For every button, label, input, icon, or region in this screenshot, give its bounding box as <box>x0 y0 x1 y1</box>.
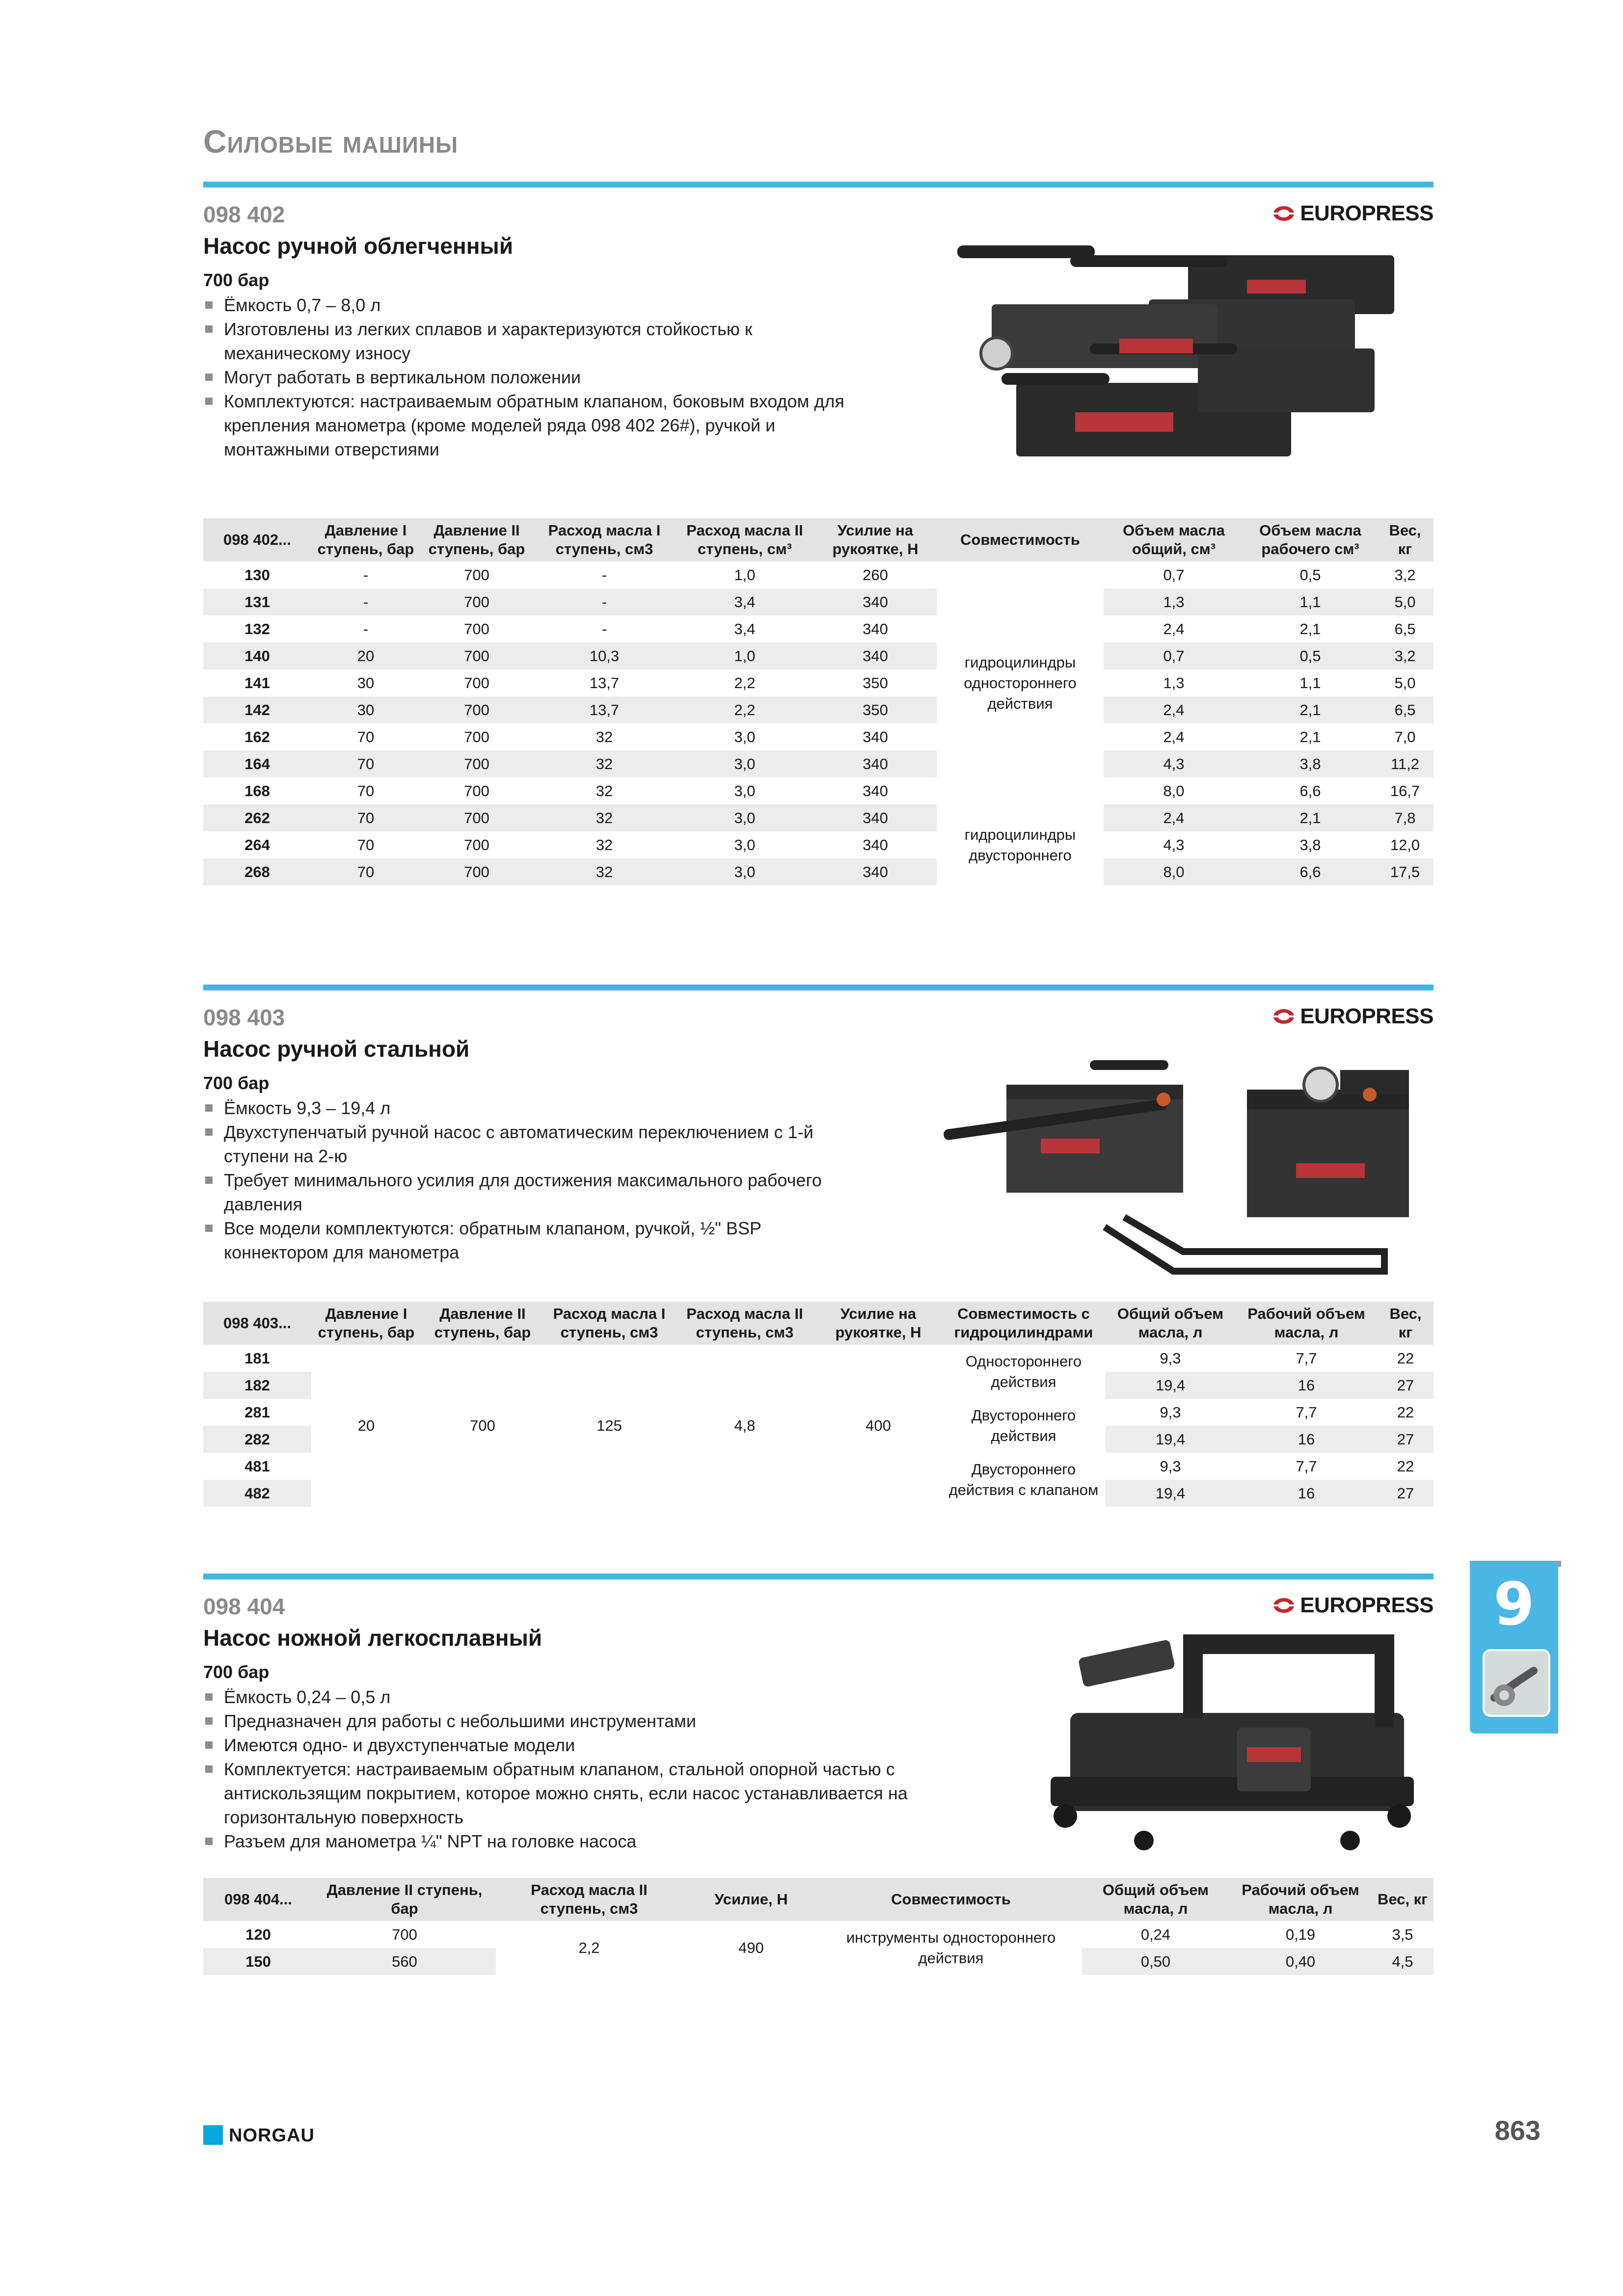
product-code: 098 404 <box>203 1594 285 1619</box>
cell-code: 120 <box>245 1925 271 1943</box>
cell: - <box>311 588 420 615</box>
cell: 70 <box>357 728 375 746</box>
cell: 12,0 <box>1390 836 1420 854</box>
cell: 9,3 <box>1160 1457 1181 1475</box>
cell: - <box>601 566 607 584</box>
table-row <box>203 750 1434 777</box>
cell: - <box>363 620 369 638</box>
cell: 32 <box>533 858 676 885</box>
cell: 700 <box>464 566 489 584</box>
cell: 7,7 <box>1296 1349 1317 1367</box>
section-number: 9 <box>1493 1571 1535 1639</box>
cell: 2,4 <box>1104 696 1244 723</box>
brand-logo <box>1272 201 1434 226</box>
brand-name: EUROPRESS <box>1300 201 1434 225</box>
table-row <box>203 1345 1434 1372</box>
cell-compat: Двустороннего действия <box>942 1399 1106 1453</box>
cell: - <box>601 620 607 638</box>
spec-table-098-404 <box>203 1878 1434 1975</box>
product-photo-hand-pump-steel <box>943 1041 1434 1286</box>
column-header: Усилие на рукоятке, Н <box>815 1302 942 1345</box>
column-header: Общий объем масла, л <box>1082 1878 1229 1921</box>
column-header: Рабочий объем масла, л <box>1229 1878 1372 1921</box>
cell: 2,2 <box>676 696 814 723</box>
feature-item: Двухступенчатый ручной насос с автоматическим переключением с 1-й ступени на 2-ю <box>203 1120 851 1168</box>
brand-logo <box>1272 1004 1434 1029</box>
cell: 0,50 <box>1082 1948 1229 1975</box>
cell: 22 <box>1397 1403 1414 1421</box>
cell: 0,19 <box>1285 1925 1316 1943</box>
cell: 340 <box>863 836 888 854</box>
cell: 6,5 <box>1394 620 1416 638</box>
cell: 1,0 <box>734 566 756 584</box>
cell: 32 <box>595 836 613 854</box>
product-title: Насос ножной легкосплавный <box>203 1625 542 1651</box>
cell: 70 <box>311 858 420 885</box>
cell-code: 141 <box>244 674 270 692</box>
cell: 560 <box>313 1948 496 1975</box>
cell-pressure-2: 700 <box>421 1345 544 1507</box>
column-header: Общий объем масла, л <box>1106 1302 1235 1345</box>
cell: 340 <box>863 782 888 800</box>
cell: 32 <box>533 750 676 777</box>
table-row <box>203 1921 1434 1948</box>
product-photo-hand-pump-light <box>943 226 1434 501</box>
cell: 30 <box>311 696 420 723</box>
cell-code: 181 <box>244 1349 270 1367</box>
cell-code: 262 <box>203 804 311 831</box>
cell: 70 <box>311 804 420 831</box>
cell: 3,0 <box>676 750 814 777</box>
cell-code: 130 <box>244 566 270 584</box>
column-header: Усилие на рукоятке, Н <box>814 518 937 561</box>
cell: 700 <box>420 642 533 669</box>
feature-item: Требует минимального усилия для достижения максимального рабочего давления <box>203 1168 851 1216</box>
cell: 70 <box>357 836 375 854</box>
feature-list <box>203 1685 969 1853</box>
cell-code: 140 <box>203 642 311 669</box>
cell: 350 <box>814 696 937 723</box>
product-code: 098 402 <box>203 202 285 227</box>
brand-name: EUROPRESS <box>1300 1004 1434 1028</box>
brand-logo <box>1272 1593 1434 1618</box>
cell: 3,0 <box>676 804 814 831</box>
cell: 2,1 <box>1299 620 1321 638</box>
cell: 16 <box>1235 1372 1378 1399</box>
column-header: Давление II ступень, бар <box>421 1302 544 1345</box>
table-row <box>203 723 1434 750</box>
cell: 2,1 <box>1299 728 1321 746</box>
cell: 16 <box>1235 1426 1378 1453</box>
column-header: Расход масла I ступень, см3 <box>533 518 676 561</box>
cell: - <box>533 588 676 615</box>
cell: 2,4 <box>1104 804 1244 831</box>
cell: 0,7 <box>1104 642 1244 669</box>
table-row <box>203 804 1434 831</box>
cell: 700 <box>420 588 533 615</box>
column-header: Расход масла II ступень, см3 <box>675 1302 815 1345</box>
feature-item: Комплектуется: настраиваемым обратным клапаном, стальной опорной частью с антискользящим покрытием, которое можно снять, если насос устанавливается на горизонтальную поверхность <box>203 1757 969 1829</box>
cell: 9,3 <box>1160 1403 1181 1421</box>
column-header: Давление II ступень, бар <box>313 1878 496 1921</box>
cell: 3,4 <box>676 588 814 615</box>
table-row <box>203 858 1434 885</box>
cell: 3,2 <box>1377 642 1434 669</box>
cell: 3,0 <box>734 836 756 854</box>
cell: 700 <box>464 836 489 854</box>
page-number: 863 <box>1494 2115 1541 2146</box>
cell: 260 <box>863 566 888 584</box>
table-row <box>203 777 1434 804</box>
cell: 7,0 <box>1394 728 1416 746</box>
feature-item: Ёмкость 9,3 – 19,4 л <box>203 1096 851 1120</box>
brand-name: EUROPRESS <box>1300 1593 1434 1617</box>
cell-code: 268 <box>203 858 311 885</box>
compat-single-cell: гидроцилиндры одностороннего действия <box>937 561 1104 804</box>
cell: 2,2 <box>734 674 756 692</box>
cell: 0,5 <box>1244 642 1377 669</box>
cell: 32 <box>595 782 613 800</box>
table-header-row <box>203 1878 1434 1921</box>
cell-compat: инструменты одностороннего действия <box>820 1921 1082 1975</box>
cell: 30 <box>357 674 375 692</box>
cell-flow-2: 4,8 <box>675 1345 815 1507</box>
cell: 700 <box>392 1925 417 1943</box>
column-header: Вес, кг <box>1377 518 1434 561</box>
cell: 340 <box>814 858 937 885</box>
cell: 0,40 <box>1229 1948 1372 1975</box>
cell: 700 <box>464 620 489 638</box>
cell: 4,3 <box>1163 836 1185 854</box>
cell: 700 <box>464 782 489 800</box>
cell: 340 <box>814 588 937 615</box>
cell: 22 <box>1397 1457 1414 1475</box>
cell: 700 <box>420 750 533 777</box>
cell: 350 <box>863 674 888 692</box>
cell-flow-1: 125 <box>544 1345 675 1507</box>
feature-list <box>203 1096 851 1264</box>
cell: 700 <box>464 674 489 692</box>
cell: 16,7 <box>1390 782 1420 800</box>
cell: 340 <box>814 642 937 669</box>
cell: 16 <box>1235 1480 1378 1507</box>
page-title: Силовые машины <box>203 123 459 160</box>
spec-table-098-403 <box>203 1302 1434 1507</box>
cell: 11,2 <box>1377 750 1434 777</box>
cell-code: 132 <box>244 620 270 638</box>
column-header: Совместимость <box>937 518 1104 561</box>
cell: 19,4 <box>1106 1480 1235 1507</box>
footer-logo-mark <box>203 2125 223 2145</box>
cell: 340 <box>863 620 888 638</box>
cell: 700 <box>420 696 533 723</box>
cell-code: 282 <box>203 1426 311 1453</box>
cell: 0,24 <box>1140 1925 1171 1943</box>
cell-force: 400 <box>815 1345 942 1507</box>
cell: 10,3 <box>533 642 676 669</box>
product-title: Насос ручной стальной <box>203 1036 470 1062</box>
cell: 1,1 <box>1299 674 1321 692</box>
cell: 5,0 <box>1377 588 1434 615</box>
cell: 340 <box>814 804 937 831</box>
feature-item: Все модели комплектуются: обратным клапаном, ручкой, ½" BSP коннектором для манометра <box>203 1216 851 1264</box>
table-header-row <box>203 518 1434 561</box>
cell-code: 281 <box>244 1403 270 1421</box>
cell: 7,7 <box>1296 1457 1317 1475</box>
column-header: Расход масла II ступень, см³ <box>676 518 814 561</box>
cell-compat: Двустороннего действия с клапаном <box>942 1453 1106 1507</box>
feature-item: Имеются одно- и двухступенчатые модели <box>203 1733 969 1757</box>
cell: 6,6 <box>1299 782 1321 800</box>
cell: - <box>363 566 369 584</box>
feature-item: Могут работать в вертикальном положении <box>203 365 851 389</box>
column-header: Вес, кг <box>1378 1302 1434 1345</box>
cell: 3,0 <box>734 782 756 800</box>
feature-item: Предназначен для работы с небольшими инструментами <box>203 1709 969 1733</box>
cell: 1,0 <box>676 642 814 669</box>
cell: 27 <box>1378 1372 1434 1399</box>
cell: 3,5 <box>1392 1925 1413 1943</box>
cell-code: 264 <box>244 836 270 854</box>
column-header: Рабочий объем масла, л <box>1235 1302 1378 1345</box>
feature-item: Изготовлены из легких сплавов и характеризуются стойкостью к механическому износу <box>203 317 851 365</box>
cell: 70 <box>311 750 420 777</box>
column-header: Вес, кг <box>1372 1878 1434 1921</box>
cell: 3,0 <box>676 858 814 885</box>
cell: 7,7 <box>1296 1403 1317 1421</box>
column-header: 098 403... <box>203 1302 311 1345</box>
table-header-row <box>203 1302 1434 1345</box>
cell-code: 162 <box>244 728 270 746</box>
cell: 9,3 <box>1160 1349 1181 1367</box>
feature-item: Ёмкость 0,7 – 8,0 л <box>203 293 851 317</box>
cell: 1,3 <box>1163 674 1185 692</box>
cell-code: 150 <box>203 1948 313 1975</box>
product-title: Насос ручной облегченный <box>203 233 514 259</box>
cell: 17,5 <box>1377 858 1434 885</box>
cell-force: 490 <box>682 1921 820 1975</box>
column-header: 098 402... <box>203 518 311 561</box>
cell: 3,4 <box>734 620 756 638</box>
cell: 13,7 <box>589 674 620 692</box>
cell: 7,8 <box>1377 804 1434 831</box>
cell: 19,4 <box>1106 1426 1235 1453</box>
column-header: Объем масла общий, см³ <box>1104 518 1244 561</box>
cell-code: 482 <box>203 1480 311 1507</box>
cell: 27 <box>1378 1480 1434 1507</box>
table-row <box>203 831 1434 858</box>
cell-compat: Одностороннего действия <box>942 1345 1106 1399</box>
cell: 6,6 <box>1244 858 1377 885</box>
table-row <box>203 642 1434 669</box>
section-divider <box>203 1574 1434 1579</box>
product-pressure: 700 бар <box>203 1662 270 1682</box>
table-row <box>203 669 1434 696</box>
column-header: Давление I ступень, бар <box>311 518 420 561</box>
cell: 1,3 <box>1104 588 1244 615</box>
product-pressure: 700 бар <box>203 270 270 290</box>
table-row <box>203 561 1434 588</box>
cell: 3,0 <box>734 728 756 746</box>
cell: 3,8 <box>1244 750 1377 777</box>
cell: 3,2 <box>1394 566 1416 584</box>
product-pressure: 700 бар <box>203 1073 270 1093</box>
cell: 700 <box>420 858 533 885</box>
cell: 8,0 <box>1163 782 1185 800</box>
cell: 5,0 <box>1394 674 1416 692</box>
cell: 19,4 <box>1106 1372 1235 1399</box>
brand-logo-icon <box>1272 1008 1295 1025</box>
section-divider <box>203 985 1434 990</box>
table-row <box>203 696 1434 723</box>
brand-logo-icon <box>1272 205 1295 222</box>
cell-code: 182 <box>203 1372 311 1399</box>
cell: 1,1 <box>1244 588 1377 615</box>
feature-item: Ёмкость 0,24 – 0,5 л <box>203 1685 969 1709</box>
cell: 13,7 <box>533 696 676 723</box>
cell: 22 <box>1397 1349 1414 1367</box>
cell: 0,5 <box>1299 566 1321 584</box>
compat-double-cell: гидроцилиндры двустороннего <box>937 804 1104 885</box>
spec-table-098-402 <box>203 518 1434 885</box>
cell: 70 <box>357 782 375 800</box>
column-header: Совместимость с гидроцилиндрами <box>942 1302 1106 1345</box>
cell: 700 <box>420 804 533 831</box>
cell: 2,4 <box>1163 728 1185 746</box>
product-code: 098 403 <box>203 1005 285 1030</box>
cell: 700 <box>464 728 489 746</box>
cell-pressure-1: 20 <box>311 1345 421 1507</box>
cell: 3,8 <box>1299 836 1321 854</box>
footer-brand: NORGAU <box>229 2125 315 2146</box>
cell-code: 168 <box>244 782 270 800</box>
feature-item: Комплектуются: настраиваемым обратным клапаном, боковым входом для крепления манометра (кроме моделей ряда 098 402 26#), ручкой и монтажными отверстиями <box>203 389 851 461</box>
cell: 27 <box>1378 1426 1434 1453</box>
product-photo-foot-pump <box>1031 1629 1434 1855</box>
column-header: Усилие, Н <box>682 1878 820 1921</box>
cell: 8,0 <box>1104 858 1244 885</box>
cell: 4,3 <box>1104 750 1244 777</box>
cell: 0,7 <box>1163 566 1185 584</box>
column-header: Расход масла I ступень, см3 <box>544 1302 675 1345</box>
cell: 340 <box>863 728 888 746</box>
cell: 6,5 <box>1377 696 1434 723</box>
cell-code: 142 <box>203 696 311 723</box>
column-header: Совместимость <box>820 1878 1082 1921</box>
cell: 2,1 <box>1244 696 1377 723</box>
cell: 20 <box>311 642 420 669</box>
section-divider <box>203 182 1434 187</box>
feature-list <box>203 293 851 461</box>
brand-logo-icon <box>1272 1597 1295 1614</box>
cell: 2,1 <box>1244 804 1377 831</box>
cell: 2,4 <box>1163 620 1185 638</box>
cell-code: 131 <box>203 588 311 615</box>
cell-flow: 2,2 <box>496 1921 682 1975</box>
column-header: 098 404... <box>203 1878 313 1921</box>
cell-code: 164 <box>203 750 311 777</box>
cell-code: 481 <box>244 1457 270 1475</box>
cell: 32 <box>533 804 676 831</box>
cell: 4,5 <box>1372 1948 1434 1975</box>
angle-grinder-icon <box>1483 1649 1550 1717</box>
table-row <box>203 588 1434 615</box>
column-header: Давление II ступень, бар <box>420 518 533 561</box>
column-header: Объем масла рабочего см³ <box>1244 518 1377 561</box>
cell: 32 <box>595 728 613 746</box>
feature-item: Разъем для манометра ¼" NPT на головке насоса <box>203 1829 969 1853</box>
cell: 340 <box>814 750 937 777</box>
table-row <box>203 615 1434 642</box>
column-header: Расход масла II ступень, см3 <box>496 1878 682 1921</box>
column-header: Давление I ступень, бар <box>311 1302 421 1345</box>
